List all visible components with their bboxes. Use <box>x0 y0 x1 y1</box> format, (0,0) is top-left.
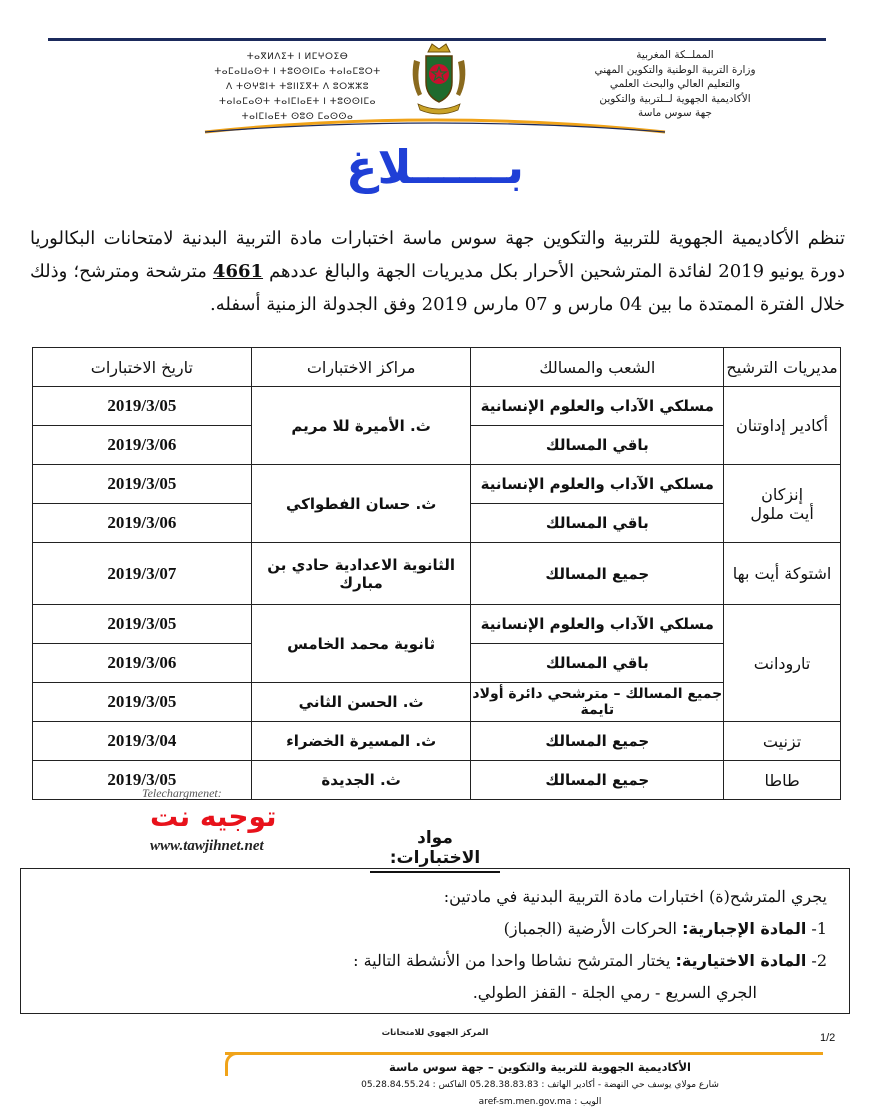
track-cell: مسلكي الآداب والعلوم الإنسانية <box>471 387 724 426</box>
header-date: تاريخ الاختبارات <box>33 348 252 387</box>
table-row <box>33 465 841 504</box>
intro-text-end: مترشحة ومترشح؛ وذلك خلال الفترة الممتدة ما بين 04 مارس و 07 مارس 2019 وفق الجدولة الزمنية أسفله. <box>30 261 845 315</box>
candidates-count: 4661 <box>212 261 264 282</box>
date-cell: 2019/3/05 <box>33 465 252 504</box>
center-cell: ثانوية محمد الخامس <box>251 605 471 683</box>
subject-item <box>43 945 827 977</box>
header-tifinagh-line: ⵜⴰⵏⵎⵏⴰⴹⵜ ⵙⵓⵙ ⵎⴰⵙⵙⴰ <box>241 112 354 122</box>
track-cell: باقي المسالك <box>471 426 724 465</box>
directorate-cell: أكادير إداوتنان <box>724 387 841 465</box>
header-arabic-line: وزارة التربية الوطنية والتكوين المهني <box>594 63 756 76</box>
date-cell: 2019/3/05 <box>33 605 252 644</box>
table-header-row <box>33 348 841 387</box>
header-center: مراكز الاختبارات <box>251 348 471 387</box>
date-cell: 2019/3/07 <box>33 543 252 605</box>
page-title: بــــــلاغ <box>346 140 524 194</box>
track-cell: جميع المسالك – مترشحي دائرة أولاد تايمة <box>471 683 724 722</box>
activities-list: الجري السريع - رمي الجلة - القفز الطولي. <box>472 983 757 1002</box>
footer-orange-rule <box>225 1052 823 1055</box>
date-cell: 2019/3/05 <box>33 387 252 426</box>
center-cell: ث. حسان الفطواكي <box>251 465 471 543</box>
table-row <box>33 722 841 761</box>
subject-text: يختار المترشح نشاطا واحدا من الأنشطة التالية : <box>353 951 671 970</box>
date-cell: 2019/3/06 <box>33 426 252 465</box>
directorate-cell: طاطا <box>724 761 841 800</box>
footer-title: الأكاديمية الجهوية للتربية والتكوين – جهة سوس ماسة <box>388 1060 691 1074</box>
table-row <box>33 683 841 722</box>
date-cell: 2019/3/06 <box>33 504 252 543</box>
date-cell: 2019/3/05 <box>33 683 252 722</box>
track-cell: جميع المسالك <box>471 722 724 761</box>
watermark-brand: توجيه نت <box>150 800 277 833</box>
subject-text: الحركات الأرضية (الجمباز) <box>503 919 677 938</box>
track-cell: باقي المسالك <box>471 644 724 683</box>
header-arabic-line: المملــكة المغربية <box>636 49 714 61</box>
subject-number: 1- <box>811 919 827 938</box>
center-cell: ث. الحسن الثاني <box>251 683 471 722</box>
header-arabic-line: والتعليم العالي والبحث العلمي <box>609 78 741 90</box>
directorate-cell: اشتوكة أيت بها <box>724 543 841 605</box>
header-tifinagh-line: ⵜⴰⵏⴰⵎⴰⵙⵜ ⵜⴰⵏⵎⵏⴰⴹⵜ ⵏ ⵜⵓⵙⵙⵏⵎⴰ <box>219 97 376 107</box>
header-tifinagh-line: ⴷ ⵜⵙⵖⵓⵏⵜ ⵜⵓⵏⵏⵉⴳⵜ ⴷ ⵓⵔⵣⵣⵓ <box>226 82 369 92</box>
schedule-table <box>32 347 841 800</box>
track-cell: جميع المسالك <box>471 543 724 605</box>
footer-address: شارع مولاي يوسف حي النهضة - أكادير الهاتف : 05.28.38.83.83 الفاكس : 05.28.84.55.24 <box>361 1080 719 1090</box>
subject-number: 2- <box>811 951 827 970</box>
subject-label: المادة الاختيارية: <box>675 951 807 970</box>
subject-item <box>43 913 827 945</box>
header-decorative-arc <box>200 100 670 140</box>
center-cell: ث. الأميرة للا مريم <box>251 387 471 465</box>
subject-label: المادة الإجبارية: <box>682 919 807 938</box>
header-tifinagh-line: ⵜⴰⴳⵍⴷⵉⵜ ⵏ ⵍⵎⵖⵔⵉⴱ <box>246 52 349 62</box>
header-arabic-line: الأكاديمية الجهوية لــلتربية والتكوين <box>599 92 751 105</box>
header-tifinagh-line: ⵜⴰⵎⴰⵡⴰⵙⵜ ⵏ ⵜⵓⵙⵙⵏⵎⴰ ⵜⴰⵏⴰⵎⵓⵔⵜ <box>214 67 381 77</box>
footer-web: الويب : aref-sm.men.gov.ma <box>478 1097 602 1107</box>
watermark-site: www.tawjihnet.net <box>150 838 264 854</box>
table-row <box>33 605 841 644</box>
watermark-tag: Telechargmenet: <box>142 786 222 800</box>
intro-text: تنظم الأكاديمية الجهوية للتربية والتكوين جهة سوس ماسة اختبارات مادة التربية البدنية لامتحانات البكالوريا دورة يونيو 2019 لفائدة المترشحين الأحرار بكل مديريات الجهة والبالغ عددهم <box>30 228 845 282</box>
intro-paragraph <box>30 222 845 321</box>
track-cell: باقي المسالك <box>471 504 724 543</box>
date-cell: 2019/3/06 <box>33 644 252 683</box>
date-cell: 2019/3/04 <box>33 722 252 761</box>
directorate-cell: إنزكان أيت ملول <box>724 465 841 543</box>
footer-web-label: الويب <box>580 1097 602 1107</box>
footer-web-address: aref-sm.men.gov.ma <box>478 1097 572 1107</box>
center-cell: ث. المسيرة الخضراء <box>251 722 471 761</box>
track-cell: جميع المسالك <box>471 761 724 800</box>
track-cell: مسلكي الآداب والعلوم الإنسانية <box>471 465 724 504</box>
date-cell: 2019/3/05 <box>33 761 252 800</box>
table-row <box>33 543 841 605</box>
track-cell: مسلكي الآداب والعلوم الإنسانية <box>471 605 724 644</box>
subjects-intro: يجري المترشح(ة) اختبارات مادة التربية البدنية في مادتين: <box>443 887 827 906</box>
table-row <box>33 387 841 426</box>
directorate-cell: تزنيت <box>724 722 841 761</box>
header-track: الشعب والمسالك <box>471 348 724 387</box>
directorate-cell: تارودانت <box>724 605 841 722</box>
subjects-title: مواد الاختبارات: <box>370 828 500 873</box>
footer-exam-center: المركز الجهوي للامتحانات <box>381 1028 489 1038</box>
header-directorate: مديريات الترشيح <box>724 348 841 387</box>
center-cell: الثانوية الاعدادية حادي بن مبارك <box>251 543 471 605</box>
center-cell: ث. الجديدة <box>251 761 471 800</box>
header-arabic-line: جهة سوس ماسة <box>638 107 712 119</box>
subjects-box <box>20 868 850 1014</box>
footer-orange-corner <box>225 1052 239 1076</box>
page-number: 1/2 <box>820 1032 836 1044</box>
